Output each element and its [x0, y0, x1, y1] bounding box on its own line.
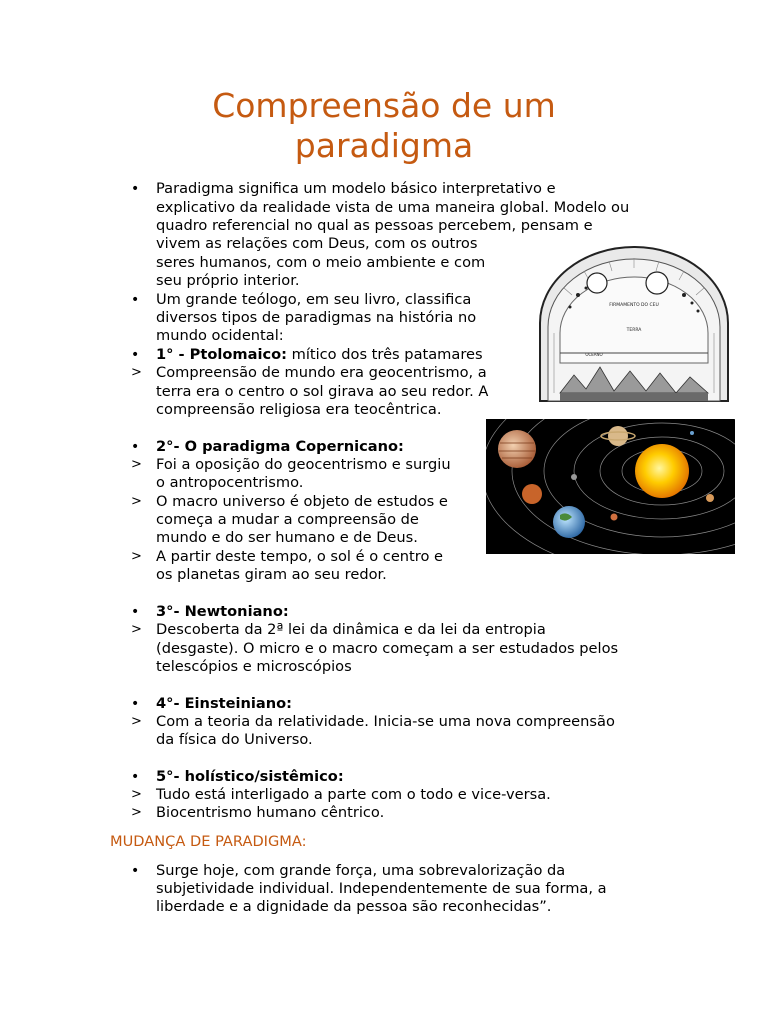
- text-line: o antropocentrismo.: [156, 474, 304, 491]
- bullet-dot: •: [131, 604, 140, 620]
- paradigm-5-title: 5°- holístico/sistêmico:: [156, 768, 344, 785]
- text-line: telescópios e microscópios: [156, 658, 352, 675]
- text-line: os planetas giram ao seu redor.: [156, 566, 387, 583]
- text-line: mundo e do ser humano e de Deus.: [156, 529, 418, 546]
- text-line: diversos tipos de paradigmas na história no: [156, 309, 477, 326]
- text-line: da física do Universo.: [156, 731, 313, 748]
- bullet-dot: •: [131, 292, 140, 308]
- text-line: liberdade e a dignidade da pessoa são reconhecidas”.: [156, 898, 552, 915]
- section-heading: MUDANÇA DE PARADIGMA:: [110, 833, 307, 850]
- arrow-marker: >: [131, 805, 142, 820]
- bullet-dot: •: [131, 439, 140, 455]
- document-title: [0, 86, 768, 166]
- paradigm-1-desc: mítico dos três patamares: [286, 346, 483, 363]
- arrow-marker: >: [131, 622, 142, 637]
- text-line: Compreensão de mundo era geocentrismo, a: [156, 364, 487, 381]
- text-line: Um grande teólogo, em seu livro, classifica: [156, 291, 472, 308]
- text-line: Paradigma significa um modelo básico interpretativo e: [156, 180, 556, 197]
- bullet-dot: •: [131, 181, 140, 197]
- bullet-dot: •: [131, 863, 140, 879]
- bullet-dot: •: [131, 769, 140, 785]
- solar-system-figure: [486, 419, 735, 554]
- text-line: compreensão religiosa era teocêntrica.: [156, 401, 442, 418]
- bullet-dot: •: [131, 696, 140, 712]
- arrow-marker: >: [131, 549, 142, 564]
- text-line: seres humanos, com o meio ambiente e com: [156, 254, 486, 271]
- title-line-2: paradigma: [294, 126, 474, 165]
- ptolemaic-cosmos-icon: [534, 243, 734, 403]
- paradigm-1-title: 1° - Ptolomaico:: [156, 346, 287, 363]
- paradigm-1: [156, 346, 483, 364]
- text-line: subjetividade individual. Independentemente de sua forma, a: [156, 880, 607, 897]
- arrow-marker: >: [131, 494, 142, 509]
- text-line: Com a teoria da relatividade. Inicia-se uma nova compreensão: [156, 713, 615, 730]
- text-line: (desgaste). O micro e o macro começam a ser estudados pelos: [156, 640, 619, 657]
- text-line: vivem as relações com Deus, com os outros: [156, 235, 478, 252]
- arrow-marker: >: [131, 365, 142, 380]
- label-firmamento: FIRMAMENTO DO CEU: [609, 303, 659, 308]
- text-line: Descoberta da 2ª lei da dinâmica e da lei da entropia: [156, 621, 546, 638]
- text-line: mundo ocidental:: [156, 327, 284, 344]
- text-line: Tudo está interligado a parte com o todo e vice-versa.: [156, 786, 551, 803]
- text-line: Biocentrismo humano cêntrico.: [156, 804, 385, 821]
- text-line: quadro referencial no qual as pessoas percebem, pensam e: [156, 217, 593, 234]
- solar-system-icon: [486, 419, 735, 554]
- label-oceano: OCEANO: [585, 352, 603, 357]
- paradigm-2-title: 2°- O paradigma Copernicano:: [156, 438, 404, 455]
- paradigm-4-title: 4°- Einsteiniano:: [156, 695, 293, 712]
- paradigm-3-title: 3°- Newtoniano:: [156, 603, 289, 620]
- text-line: terra era o centro o sol girava ao seu redor. A: [156, 383, 489, 400]
- text-line: começa a mudar a compreensão de: [156, 511, 419, 528]
- title-line-1: Compreensão de um: [212, 86, 556, 125]
- ptolemaic-cosmos-figure: [534, 243, 734, 403]
- text-line: explicativo da realidade vista de uma maneira global. Modelo ou: [156, 199, 630, 216]
- bullet-dot: •: [131, 347, 140, 363]
- text-line: Surge hoje, com grande força, uma sobrevalorização da: [156, 862, 566, 879]
- arrow-marker: >: [131, 714, 142, 729]
- text-line: A partir deste tempo, o sol é o centro e: [156, 548, 443, 565]
- label-terra: TERRA: [626, 328, 642, 333]
- text-line: O macro universo é objeto de estudos e: [156, 493, 448, 510]
- arrow-marker: >: [131, 457, 142, 472]
- text-line: Foi a oposição do geocentrismo e surgiu: [156, 456, 451, 473]
- arrow-marker: >: [131, 787, 142, 802]
- text-line: seu próprio interior.: [156, 272, 300, 289]
